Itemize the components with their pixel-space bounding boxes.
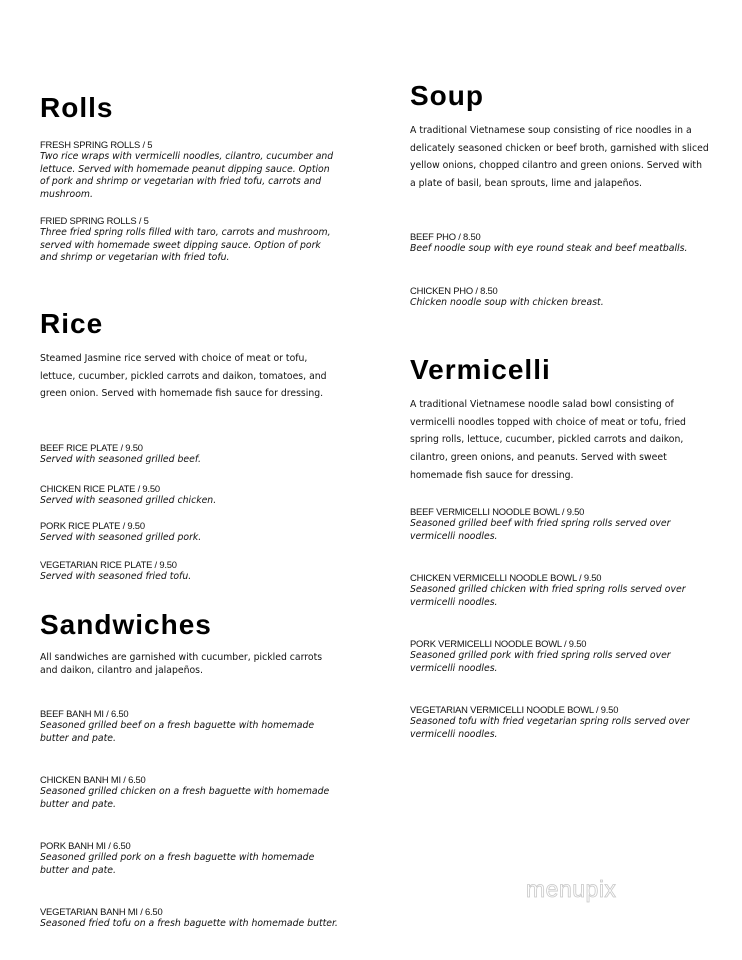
item-description: Seasoned fried tofu on a fresh baguette with homemade butter.	[40, 918, 338, 929]
item-description: Seasoned grilled beef with fried spring rolls served over vermicelli noodles.	[410, 518, 671, 542]
sandwiches-intro: All sandwiches are garnished with cucumber, pickled carrots and daikon, cilantro and jalapeños.	[40, 652, 323, 676]
menu-item	[410, 506, 710, 543]
menu-item	[40, 559, 340, 584]
rice-heading: Rice	[40, 308, 104, 339]
item-title: FRIED SPRING ROLLS / 5	[40, 215, 149, 226]
soup-intro: A traditional Vietnamese soup consisting of rice noodles in a delicately seasoned chicken or beef broth, garnished with sliced yellow onions, chopped cilantro and green onions. Served with a plate of basil, bean sprouts, lime and jalapeños.	[410, 125, 709, 190]
vermicelli-intro: A traditional Vietnamese noodle salad bowl consisting of vermicelli noodles topped with choice of meat or tofu, fried spring rolls, lettuce, cucumber, pickled carrots and daikon, cilantro, green onions, and peanuts. Served with sweet homemade fish sauce for dressing.	[410, 399, 686, 481]
item-description: Beef noodle soup with eye round steak and beef meatballs.	[410, 243, 688, 254]
item-description: Seasoned grilled chicken with fried spring rolls served over vermicelli noodles.	[410, 584, 686, 608]
item-title: VEGETARIAN VERMICELLI NOODLE BOWL / 9.50	[410, 704, 619, 715]
item-title: BEEF BANH MI / 6.50	[40, 708, 129, 719]
item-description: Seasoned grilled pork with fried spring rolls served over vermicelli noodles.	[410, 650, 671, 674]
item-description: Three fried spring rolls filled with taro, carrots and mushroom, served with homemade sweet dipping sauce. Option of pork and shrimp or vegetarian with fried tofu.	[40, 227, 331, 264]
rice-intro: Steamed Jasmine rice served with choice of meat or tofu, lettuce, cucumber, pickled carrots and daikon, tomatoes, and green onion. Served with homemade fish sauce for dressing.	[40, 353, 327, 400]
item-description: Served with seasoned fried tofu.	[40, 571, 192, 582]
item-title: VEGETARIAN RICE PLATE / 9.50	[40, 559, 177, 570]
menu-item	[40, 774, 340, 811]
menu-item	[40, 139, 340, 201]
item-title: FRESH SPRING ROLLS / 5	[40, 139, 153, 150]
menu-item	[40, 483, 340, 508]
menu-item	[40, 708, 340, 745]
menu-item	[40, 520, 340, 545]
menu-item	[40, 442, 340, 467]
vermicelli-heading: Vermicelli	[410, 354, 551, 385]
item-title: CHICKEN PHO / 8.50	[410, 285, 498, 296]
menu-item	[410, 704, 710, 741]
item-description: Served with seasoned grilled chicken.	[40, 495, 217, 506]
item-title: CHICKEN VERMICELLI NOODLE BOWL / 9.50	[410, 572, 602, 583]
item-description: Seasoned grilled chicken on a fresh baguette with homemade butter and pate.	[40, 786, 330, 810]
item-description: Served with seasoned grilled beef.	[40, 454, 201, 465]
menu-item	[40, 906, 340, 931]
item-title: BEEF PHO / 8.50	[410, 231, 481, 242]
menu-item	[40, 840, 340, 877]
menu-item	[410, 285, 710, 310]
item-title: CHICKEN RICE PLATE / 9.50	[40, 483, 160, 494]
item-description: Two rice wraps with vermicelli noodles, cilantro, cucumber and lettuce. Served with homemade peanut dipping sauce. Option of pork and shrimp or vegetarian with fried tofu, carrots and mushroom.	[40, 151, 334, 200]
menupix-watermark: menupix	[526, 876, 617, 902]
item-title: CHICKEN BANH MI / 6.50	[40, 774, 146, 785]
sandwiches-heading: Sandwiches	[40, 609, 212, 640]
soup-section	[410, 80, 710, 193]
item-description: Seasoned grilled beef on a fresh baguette with homemade butter and pate.	[40, 720, 315, 744]
menu-item	[40, 215, 340, 265]
item-title: BEEF VERMICELLI NOODLE BOWL / 9.50	[410, 506, 585, 517]
item-description: Seasoned tofu with fried vegetarian spring rolls served over vermicelli noodles.	[410, 716, 690, 740]
item-title: PORK VERMICELLI NOODLE BOWL / 9.50	[410, 638, 587, 649]
menu-item	[410, 572, 710, 609]
soup-heading: Soup	[410, 80, 484, 111]
rolls-section	[40, 92, 340, 134]
item-title: PORK BANH MI / 6.50	[40, 840, 131, 851]
item-title: VEGETARIAN BANH MI / 6.50	[40, 906, 163, 917]
item-description: Seasoned grilled pork on a fresh baguette with homemade butter and pate.	[40, 852, 315, 876]
item-description: Served with seasoned grilled pork.	[40, 532, 202, 543]
item-title: PORK RICE PLATE / 9.50	[40, 520, 145, 531]
rolls-heading: Rolls	[40, 92, 114, 123]
sandwiches-section	[40, 609, 340, 677]
rice-section	[40, 308, 340, 403]
item-title: BEEF RICE PLATE / 9.50	[40, 442, 143, 453]
menu-item	[410, 638, 710, 675]
item-description: Chicken noodle soup with chicken breast.	[410, 297, 604, 308]
vermicelli-section	[410, 354, 710, 485]
menu-item	[410, 231, 710, 256]
